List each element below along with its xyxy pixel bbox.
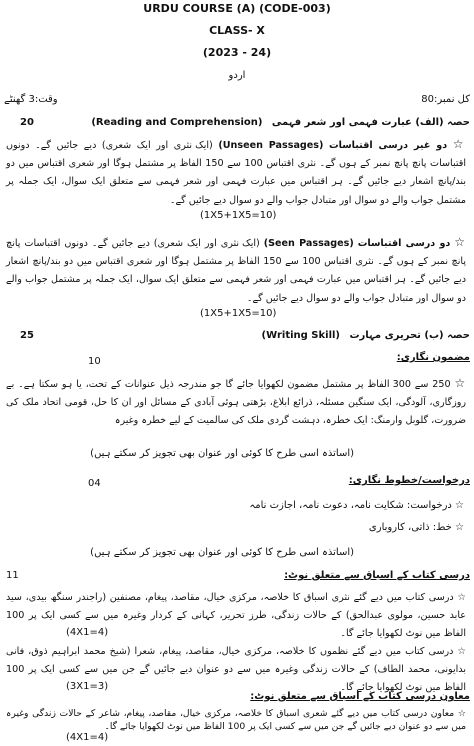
- essay-title: مضمون نگاری:: [396, 352, 470, 363]
- q2-text: (ایک نثری اور ایک شعری) دیے جائیں گے۔ دونوں اقتباسات پانچ پانچ نمبر کے ہوں گے۔ نثری اقتباس 100 سے 150 الفاظ پر مشتمل ہوگا اور شعری اقتباس میں دو بند/پانچ اشعار دیے جائیں گے۔ ہر اقتباس میں عبارت فہمی اور شعر فہمی سے متعلق ایک سوال، ایک جملہ پر مشتمل جواب والے دو سوال اور متبادل جواب والے دو سوال دیے جائیں گے۔: [6, 238, 467, 304]
- lesson-note-poetry-marks: (3X1=3): [66, 681, 109, 692]
- letter-types: ☆ درخواست: شکایت نامہ، دعوت نامہ، اجازت نامہ: [249, 500, 464, 511]
- q2-title: دو درسی اقتباسات: [357, 238, 451, 249]
- q1-text: (ایک نثری اور ایک شعری) دیے جائیں گے۔ دونوں اقتباسات پانچ پانچ نمبر کے ہوں گے۔ نثری اقتباس 100 سے 150 الفاظ پر مشتمل ہوگا اور شعری اقتباس میں دو بند/پانچ اشعار دیے جائیں گے۔ ہر اقتباس میں عبارت فہمی اور شعر فہمی سے متعلق ایک سوال، ایک جملہ پر مشتمل جواب والے دو سوال اور متبادل جواب والے دو سوال دیے جائیں گے۔: [6, 140, 467, 206]
- letter-note: (اساتذہ اسی طرح کا کوئی اور عنوان بھی تجویز کر سکتے ہیں): [90, 547, 354, 558]
- lesson-note-prose-marks: (4X1=4): [66, 627, 109, 638]
- q1-marks: (1X5+1X5=10): [200, 210, 277, 221]
- lesson-note-marks: 11: [6, 570, 19, 581]
- class-title: CLASS- X: [209, 24, 265, 37]
- q2-title-en: (Seen Passages): [263, 238, 354, 249]
- essay-marks: 10: [88, 356, 101, 367]
- lesson-note-poetry: ☆ درسی کتاب میں دیے گئے نظموں کا خلاصہ، مرکزی خیال، مقاصد، پیغام، شعرا (شیخ محمد ابراہیم ذوق، فانی بدایونی، محمد الطاف) کے حالات زندگی وغیرہ میں سے دو عنوان دیے جائیں گے جن میں سے کسی ایک پر 100 الفاظ میں نوٹ لکھوایا جائے گا۔: [6, 646, 466, 694]
- letter-title: درخواست/خطوط نگاری:: [348, 475, 470, 486]
- section-b-heading-en: (Writing Skill): [261, 330, 341, 341]
- section-b-heading: [256, 330, 470, 341]
- section-a-heading-urdu: حصہ (الف) عبارت فہمی اور شعر فہمی: [271, 117, 470, 128]
- q1-title-en: (Unseen Passages): [218, 140, 324, 151]
- course-title: URDU COURSE (A) (CODE-003): [143, 2, 331, 15]
- essay-note: (اساتذہ اسی طرح کا کوئی اور عنوان بھی تجویز کر سکتے ہیں): [90, 448, 354, 459]
- q1-title: دو غیر درسی اقتباسات: [328, 140, 448, 151]
- section-a-heading-en: (Reading and Comprehension): [91, 117, 263, 128]
- aux-note-text: ☆ معاون درسی کتاب میں دیے گئے شعری اسباق کا خلاصہ، مرکزی خیال، مقاصد، پیغام، شاعر کے حالات زندگی وغیرہ میں سے دو عنوان دیے جائیں گے جن میں سے کسی ایک پر 100 الفاظ میں نوٹ لکھوایا جائے گا۔: [6, 708, 466, 732]
- aux-note-title: معاون درسی کتاب کے اسباق سے متعلق نوٹ:: [250, 691, 470, 702]
- section-b-marks: 25: [20, 330, 34, 341]
- star-icon: ☆: [452, 137, 466, 151]
- time-allowed: وقت:3 گھنٹے: [4, 94, 58, 105]
- letter-kinds: ☆ خط: ذاتی، کاروباری: [368, 522, 464, 533]
- lesson-note-title: درسی کتاب کے اسباق سے متعلق نوٹ:: [284, 570, 470, 581]
- q2-marks: (1X5+1X5=10): [200, 308, 277, 319]
- star-icon: ☆: [454, 376, 466, 390]
- essay-text: [6, 374, 466, 431]
- section-a-marks: 20: [20, 117, 34, 128]
- q1-unseen-passages: [6, 135, 466, 210]
- max-marks: کل نمبر:80: [421, 94, 470, 105]
- section-b-heading-urdu: حصہ (ب) تحریری مہارت: [349, 330, 470, 341]
- session-title: (2023 - 24): [202, 46, 272, 59]
- letter-marks: 04: [88, 478, 101, 489]
- essay-body: 250 سے 300 الفاظ پر مشتمل مضمون لکھوایا جائے گا جو مندرجہ ذیل عنوانات کے تحت، یا ہو سکتا ہے۔ بے روزگاری، آلودگی، ایک سنگین مسئلہ، ذرائع ابلاغ، بڑھتی ہوئی آبادی کے مسائل اور ان کا حل، قومی اتحاد ملک کی ضرورت، گلوبل وارمنگ: ایک خطرہ، دہشت گردی ملک کی سالمیت کے لیے خطرہ وغیرہ: [6, 379, 466, 427]
- aux-note-marks: (4X1=4): [66, 732, 109, 743]
- lesson-note-prose: ☆ درسی کتاب میں دیے گئے نثری اسباق کا خلاصہ، مرکزی خیال، مقاصد، پیغام، مصنفین (راجندر سنگھ بیدی، سید عابد حسین، مولوی عبدالحق) کے حالات زندگی، طرز تحریر، کہانی کے کردار وغیرہ میں سے کسی ایک پر 100 الفاظ میں نوٹ لکھوایا جائے گا۔: [6, 592, 466, 640]
- section-a-heading: [85, 117, 470, 128]
- subject-title: اردو: [228, 70, 246, 81]
- q2-seen-passages: [6, 233, 466, 308]
- star-icon: ☆: [454, 235, 466, 249]
